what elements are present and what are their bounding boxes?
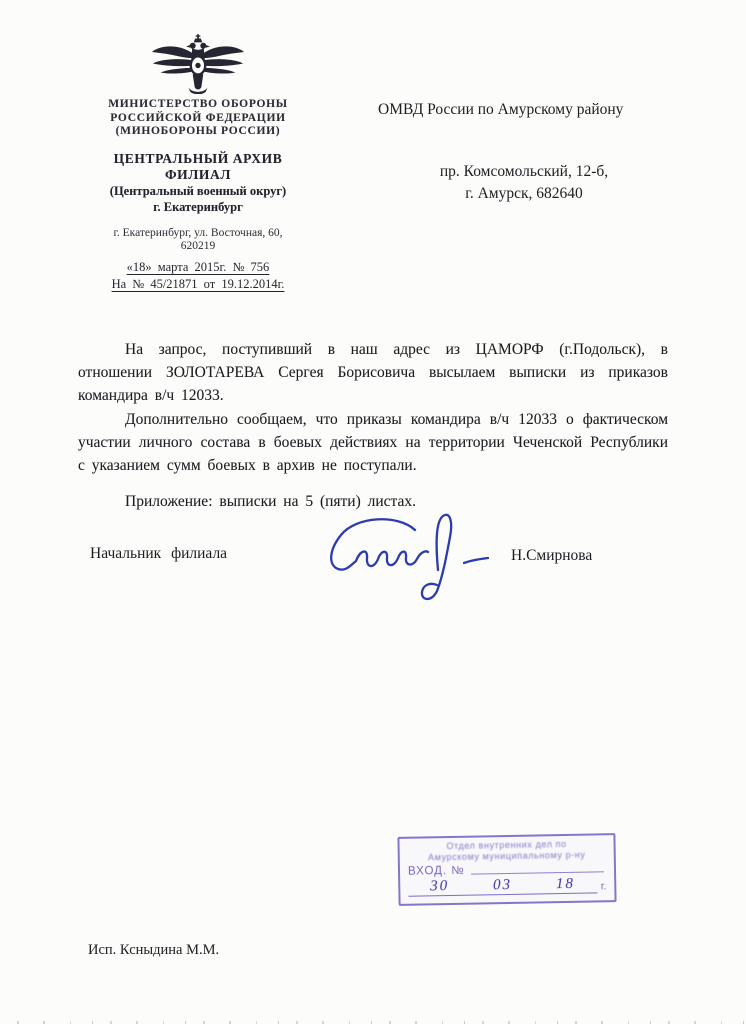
stamp-year-suffix: г.	[600, 880, 607, 893]
stamp-date-day: 30	[408, 878, 471, 897]
attachment-line: Приложение: выписки на 5 (пяти) листах.	[125, 493, 417, 511]
recipient-name: ОМВД России по Амурскому району	[378, 101, 624, 118]
recipient-address	[378, 161, 670, 205]
ministry-line: (МИНОБОРОНЫ РОССИИ)	[115, 125, 281, 137]
signature-title: Начальник филиала	[90, 545, 228, 562]
stamp-date-row	[408, 875, 606, 896]
sender-address-line: г. Екатеринбург, ул. Восточная, 60,	[113, 226, 283, 239]
recipient-address-line: пр. Комсомольский, 12-б,	[439, 163, 609, 180]
recipient-block	[378, 100, 670, 205]
ministry-line: РОССИЙСКОЙ ФЕДЕРАЦИИ	[110, 111, 286, 124]
organization-name	[76, 151, 320, 215]
mod-eagle-emblem-icon	[150, 34, 246, 94]
org-line: (Центральный военный округ)	[109, 183, 287, 198]
reference-number: На № 45/21871 от 19.12.2014г.	[111, 276, 285, 291]
stamp-entry-label: ВХОД. №	[407, 864, 465, 878]
stamp-date-month: 03	[471, 877, 534, 896]
org-line: ФИЛИАЛ	[164, 166, 232, 182]
sender-address-line: 620219	[180, 240, 216, 252]
body-paragraph-1: На запрос, поступивший в наш адрес из ЦАМОРФ (г.Подольск), в отношении ЗОЛОТАРЕВА Сергея Борисовича высылаем выписки из приказов командира в/ч 12033.	[78, 341, 668, 405]
letterhead	[76, 34, 320, 293]
sender-address	[76, 227, 320, 254]
handwritten-signature	[318, 506, 518, 606]
signer-name: Н.Смирнова	[511, 547, 593, 564]
org-line: г. Екатеринбург	[153, 199, 243, 214]
ministry-line: МИНИСТЕРСТВО ОБОРОНЫ	[108, 98, 288, 110]
stamp-org-line: Амурскому муниципальному р-ну	[427, 849, 586, 862]
executor-line: Исп. Ксныдина М.М.	[88, 942, 220, 958]
stamp-date-year: 18	[534, 875, 597, 894]
letter-date-number: «18» марта 2015г. № 756	[126, 259, 270, 274]
incoming-stamp	[397, 833, 616, 906]
stamp-org-line: Отдел внутренних дел по	[446, 838, 567, 852]
body-paragraph-2: Дополнительно сообщаем, что приказы командира в/ч 12033 о фактическом участии личного состава в боевых действиях на территории Чеченской Республики с указанием сумм боевых в архив не поступали.	[78, 410, 668, 475]
org-line: ЦЕНТРАЛЬНЫЙ АРХИВ	[113, 150, 283, 166]
letter-body	[78, 338, 668, 513]
stamp-entry-line	[471, 870, 604, 874]
ministry-name	[76, 98, 320, 139]
recipient-address-line: г. Амурск, 682640	[465, 185, 583, 202]
